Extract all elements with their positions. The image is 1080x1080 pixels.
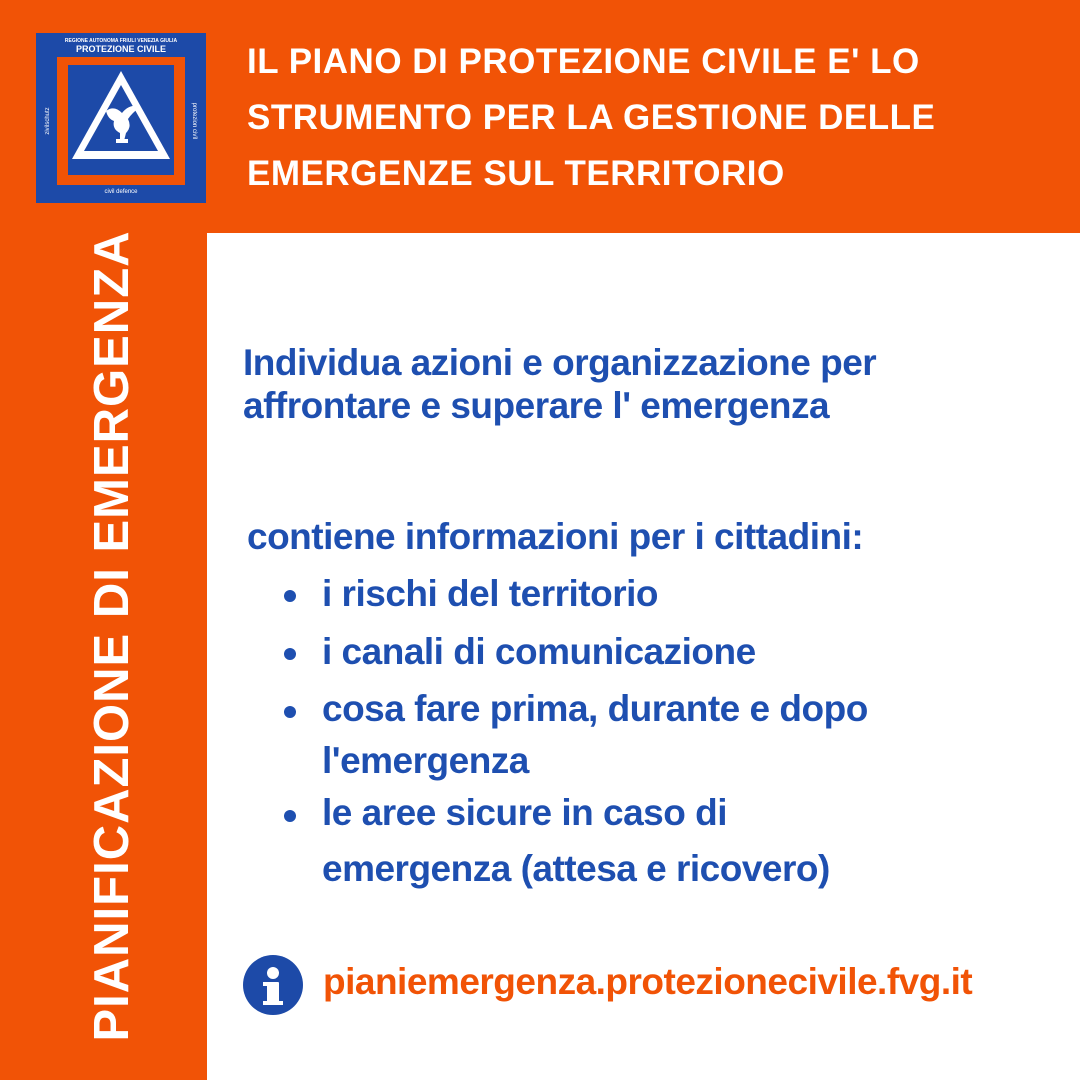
protezione-civile-logo — [36, 33, 206, 203]
logo-right-text: protezion civîl — [191, 102, 197, 140]
logo-top-text: REGIONE AUTONOMA FRIULI VENEZIA GIULIA — [64, 38, 178, 44]
bullet-icon — [284, 648, 296, 660]
header — [207, 0, 1080, 233]
logo-bottom-text: civil defence — [104, 189, 138, 195]
intro-line: affrontare e superare l' emergenza — [243, 385, 830, 426]
list-item — [281, 565, 1021, 623]
logo-graphic — [36, 33, 206, 203]
bullet-icon — [284, 706, 296, 718]
list-item — [281, 681, 1021, 785]
list-item-text-continued: emergenza (attesa e ricovero) — [322, 848, 830, 889]
list-item — [281, 623, 1021, 681]
bullet-icon — [284, 590, 296, 602]
header-title-line: STRUMENTO PER LA GESTIONE DELLE — [247, 98, 936, 137]
bullet-icon — [284, 810, 296, 822]
logo-name: PROTEZIONE CIVILE — [75, 44, 167, 54]
intro-line: Individua azioni e organizzazione per — [243, 342, 877, 383]
main-content — [207, 233, 1080, 1080]
list-item-text: i canali di comunicazione — [322, 631, 756, 672]
header-title-line: EMERGENZE SUL TERRITORIO — [247, 154, 785, 193]
list-item-text: le aree sicure in caso di — [322, 792, 727, 833]
website-link[interactable]: pianiemergenza.protezionecivile.fvg.it — [323, 961, 973, 1002]
header-title-line: IL PIANO DI PROTEZIONE CIVILE E' LO — [247, 42, 920, 81]
info-row — [243, 955, 1073, 1015]
list-item-text-continued: l'emergenza — [322, 740, 529, 781]
information-list — [281, 565, 1021, 897]
header-title — [247, 34, 1047, 202]
list-item-text: i rischi del territorio — [322, 573, 658, 614]
logo-left-text: zivilschutz — [45, 107, 51, 135]
list-item-text: cosa fare prima, durante e dopo — [322, 688, 868, 729]
info-icon — [243, 955, 303, 1015]
vertical-section-title: PIANIFICAZIONE DI EMERGENZA — [85, 230, 139, 1042]
intro-text — [243, 341, 1063, 427]
list-heading: contiene informazioni per i cittadini: — [247, 516, 864, 557]
list-item — [281, 785, 1021, 897]
sidebar — [0, 0, 207, 1080]
